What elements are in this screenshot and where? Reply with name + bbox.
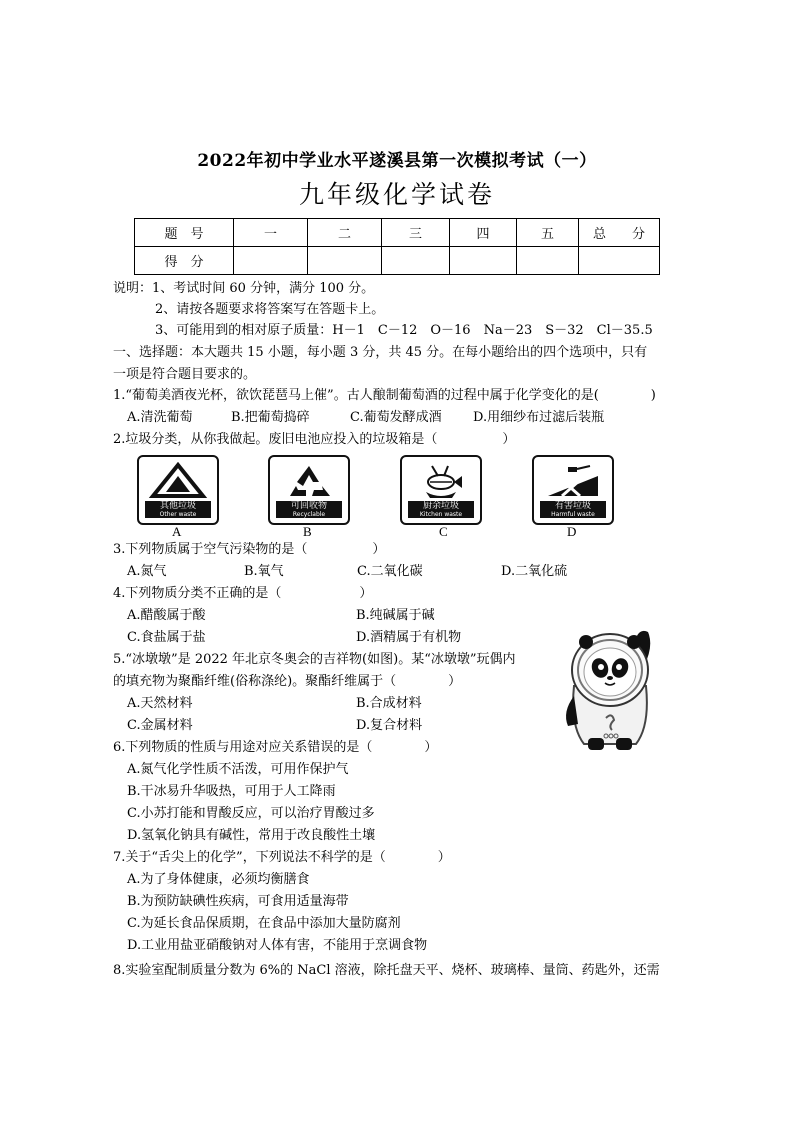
note-2: 2、请按各题要求将答案写在答题卡上。 [155,302,385,317]
question-1-stem: 1.“葡萄美酒夜光杯，欲饮琵琶马上催”。古人酿制葡萄酒的过程中属于化学变化的是( ) [113,388,656,403]
bing-dwen-dwen-mascot-image [556,626,666,754]
score-header-cell: 二 [308,219,382,247]
score-header-cell: 五 [517,219,579,247]
score-cell [382,247,450,275]
q1-option-b: B.把葡萄捣碎 [231,410,310,425]
score-cell [579,247,660,275]
q4-option-a: A.醋酸属于酸 [127,608,206,623]
score-row-label: 得 分 [135,247,234,275]
question-5-line2: 的填充物为聚酯纤维(俗称涤纶)。聚酯纤维属于（ ） [113,674,462,689]
score-cell [450,247,517,275]
section-instructions-line2: 一项是符合题目要求的。 [113,367,257,382]
bin-label-en: Kitchen waste [419,511,463,518]
bin-label-en: Harmful waste [551,511,595,518]
question-5-line1: 5.“冰墩墩”是 2022 年北京冬奥会的吉祥物(如图)。某“冰墩墩”玩偶内 [113,652,516,667]
q1-option-a: A.清洗葡萄 [127,410,193,425]
question-6-stem: 6.下列物质的性质与用途对应关系错误的是（ ） [113,740,438,755]
recycle-icon [276,462,342,500]
bin-label [540,501,606,518]
bin-letter-a: A [172,524,182,539]
bin-letter-b: B [303,524,312,539]
q5-option-b: B.合成材料 [356,696,422,711]
score-table-header-row [135,219,660,247]
score-header-cell: 题 号 [135,219,234,247]
score-header-cell: 总 分 [579,219,660,247]
q5-option-d: D.复合材料 [356,718,423,733]
q1-option-c: C.葡萄发酵成酒 [350,410,442,425]
score-cell [234,247,308,275]
bin-label-cn: 厨余垃圾 [422,501,459,511]
q1-option-d: D.用细纱布过滤后装瓶 [473,410,605,425]
bin-label-cn: 有害垃圾 [554,501,591,511]
score-header-cell: 一 [234,219,308,247]
score-table-score-row [135,247,660,275]
question-7-stem: 7.关于“舌尖上的化学”，下列说法不科学的是（ ） [113,850,451,865]
bin-other-waste [137,455,219,525]
q3-option-c: C.二氧化碳 [357,564,423,579]
note-3: 3、可能用到的相对原子质量：H－1 C－12 O－16 Na－23 S－32 Cl－35.5 [155,323,653,338]
score-cell [308,247,382,275]
score-header-cell: 三 [382,219,450,247]
q6-option-b: B.干冰易升华吸热，可用于人工降雨 [127,784,336,799]
q4-option-c: C.食盐属于盐 [127,630,206,645]
harmful-waste-icon [540,462,606,500]
q7-option-a: A.为了身体健康，必须均衡膳食 [127,872,310,887]
q7-option-d: D.工业用盐亚硝酸钠对人体有害，不能用于烹调食物 [127,938,428,953]
q6-option-a: A.氮气化学性质不活泼，可用作保护气 [127,762,349,777]
question-4-stem: 4.下列物质分类不正确的是（ ） [113,586,373,601]
q6-option-d: D.氢氧化钠具有碱性，常用于改良酸性土壤 [127,828,376,843]
q4-option-d: D.酒精属于有机物 [356,630,462,645]
other-waste-icon [145,462,211,500]
exam-title: 2022年初中学业水平遂溪县第一次模拟考试（一） [197,151,597,171]
bin-letter-d: D [567,524,577,539]
question-2-stem: 2.垃圾分类，从你我做起。废旧电池应投入的垃圾箱是（ ） [113,432,516,447]
q3-option-d: D.二氧化硫 [501,564,568,579]
q5-option-c: C.金属材料 [127,718,193,733]
bin-harmful-waste [532,455,614,525]
q3-option-a: A.氮气 [127,564,167,579]
bin-label [408,501,474,518]
question-8-stem: 8.实验室配制质量分数为 6%的 NaCl 溶液，除托盘天平、烧杯、玻璃棒、量筒、药匙外，还需 [113,963,660,978]
bin-recyclable [268,455,350,525]
bin-label [276,501,342,518]
bin-letter-c: C [439,524,448,539]
q6-option-c: C.小苏打能和胃酸反应，可以治疗胃酸过多 [127,806,375,821]
score-cell [517,247,579,275]
q4-option-b: B.纯碱属于碱 [356,608,435,623]
question-3-stem: 3.下列物质属于空气污染物的是（ ） [113,542,386,557]
bin-label-en: Recyclable [292,511,326,518]
q3-option-b: B.氧气 [244,564,284,579]
q7-option-c: C.为延长食品保质期，在食品中添加大量防腐剂 [127,916,401,931]
q7-option-b: B.为预防缺碘性疾病，可食用适量海带 [127,894,349,909]
section-instructions-line1: 一、选择题：本大题共 15 小题，每小题 3 分，共 45 分。在每小题给出的四个选项中，只有 [113,345,648,360]
bin-label-en: Other waste [159,511,197,518]
note-1: 说明：1、考试时间 60 分钟，满分 100 分。 [113,281,375,296]
bin-label-cn: 其他垃圾 [159,501,196,511]
score-header-cell: 四 [450,219,517,247]
bin-label [145,501,211,518]
kitchen-waste-icon [408,462,474,500]
q5-option-a: A.天然材料 [127,696,193,711]
score-table [134,218,660,275]
bin-kitchen-waste [400,455,482,525]
paper-subtitle: 九年级化学试卷 [298,180,495,209]
bin-label-cn: 可回收物 [290,501,327,511]
